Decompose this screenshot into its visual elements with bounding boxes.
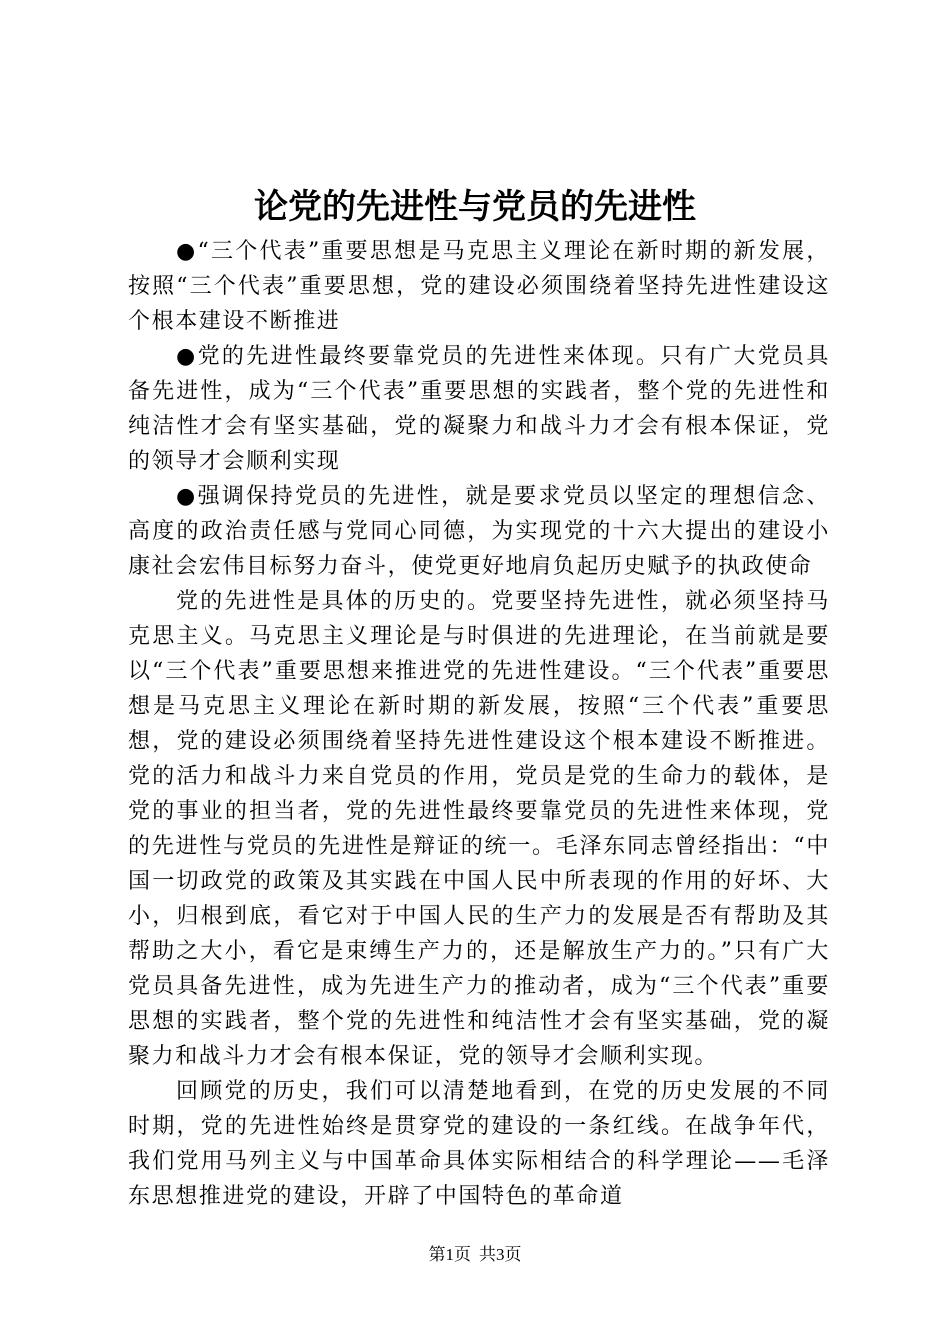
page-total: 共3页 (479, 1245, 522, 1264)
body-paragraph-2 (128, 1074, 830, 1214)
document-body (128, 234, 830, 1214)
bullet-paragraph-1 (128, 234, 830, 339)
paragraph-text: 党的先进性最终要靠党员的先进性来体现。只有广大党员具备先进性，成为“三个代表”重要思想的实践者，整个党的先进性和纯洁性才会有坚实基础，党的凝聚力和战斗力才会有根本保证，党的领导才会顺利实现 (128, 344, 831, 474)
page-number: 第1页 (428, 1245, 471, 1264)
paragraph-text: 回顾党的历史，我们可以清楚地看到，在党的历史发展的不同时期，党的先进性始终是贯穿党的建设的一条红线。在战争年代，我们党用马列主义与中国革命具体实际相结合的科学理论——毛泽东思想推进党的建设，开辟了中国特色的革命道 (128, 1079, 830, 1209)
bullet-icon: ● (176, 484, 198, 509)
document-title: 论党的先进性与党员的先进性 (254, 187, 696, 227)
paragraph-text: 党的先进性是具体的历史的。党要坚持先进性，就必须坚持马克思主义。马克思主义理论是与时俱进的先进理论，在当前就是要以“三个代表”重要思想来推进党的先进性建设。“三个代表”重要思想是马克思主义理论在新时期的新发展，按照“三个代表”重要思想，党的建设必须围绕着坚持先进性建设这个根本建设不断推进。党的活力和战斗力来自党员的作用，党员是党的生命力的载体，是党的事业的担当者，党的先进性最终要靠党员的先进性来体现，党的先进性与党员的先进性是辩证的统一。毛泽东同志曾经指出：“中国一切政党的政策及其实践在中国人民中所表现的作用的好坏、大小，归根到底，看它对于中国人民的生产力的发展是否有帮助及其帮助之大小，看它是束缚生产力的，还是解放生产力的。”只有广大党员具备先进性，成为先进生产力的推动者，成为“三个代表”重要思想的实践者，整个党的先进性和纯洁性才会有坚实基础，党的凝聚力和战斗力才会有根本保证，党的领导才会顺利实现。 (128, 589, 830, 1069)
bullet-icon: ● (176, 344, 198, 369)
bullet-paragraph-2 (128, 339, 830, 479)
paragraph-text: 强调保持党员的先进性，就是要求党员以坚定的理想信念、高度的政治责任感与党同心同德，为实现党的十六大提出的建设小康社会宏伟目标努力奋斗，使党更好地肩负起历史赋予的执政使命 (128, 484, 831, 579)
page-footer (0, 1243, 950, 1267)
bullet-icon: ● (176, 239, 198, 264)
body-paragraph-1 (128, 584, 830, 1074)
paragraph-text: “三个代表”重要思想是马克思主义理论在新时期的新发展，按照“三个代表”重要思想，党的建设必须围绕着坚持先进性建设这个根本建设不断推进 (128, 239, 831, 334)
bullet-paragraph-3 (128, 479, 830, 584)
